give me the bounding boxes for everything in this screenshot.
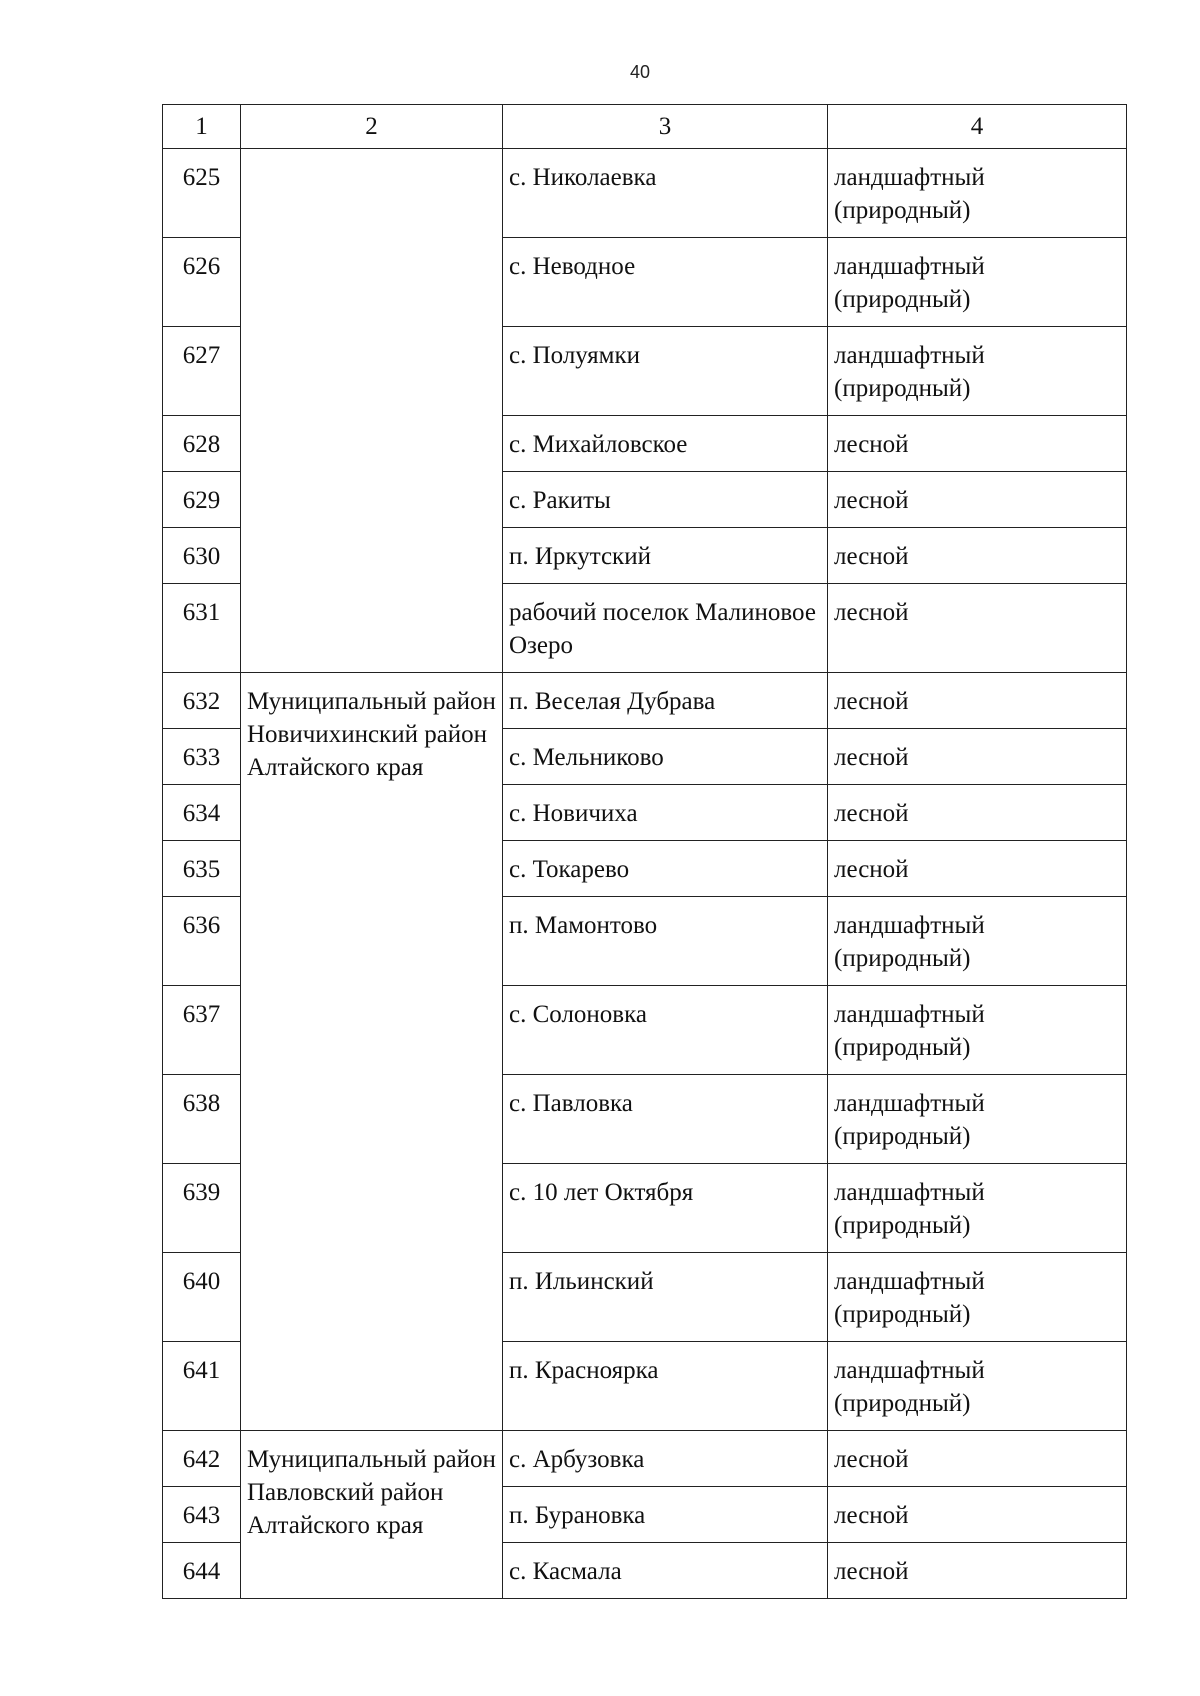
- row-number: 627: [163, 327, 241, 416]
- zone-type: ландшафтный (природный): [828, 1075, 1127, 1164]
- zone-type: ландшафтный (природный): [828, 327, 1127, 416]
- district-cell: Муниципальный район Павловский район Алтайского края: [241, 1431, 503, 1599]
- district-cell: [241, 149, 503, 673]
- row-number: 632: [163, 673, 241, 729]
- row-number: 635: [163, 841, 241, 897]
- row-number: 631: [163, 584, 241, 673]
- zone-type: ландшафтный (природный): [828, 1253, 1127, 1342]
- zone-type: лесной: [828, 785, 1127, 841]
- header-col-1: 1: [163, 105, 241, 149]
- zone-type: лесной: [828, 1487, 1127, 1543]
- header-col-3: 3: [503, 105, 828, 149]
- row-number: 626: [163, 238, 241, 327]
- table-header-row: [163, 105, 1127, 149]
- row-number: 639: [163, 1164, 241, 1253]
- zone-type: лесной: [828, 1431, 1127, 1487]
- row-number: 628: [163, 416, 241, 472]
- row-number: 629: [163, 472, 241, 528]
- zone-type: ландшафтный (природный): [828, 897, 1127, 986]
- zone-type: лесной: [828, 528, 1127, 584]
- zone-type: ландшафтный (природный): [828, 149, 1127, 238]
- table-row: [163, 149, 1127, 238]
- district-cell: Муниципальный район Новичихинский район Алтайского края: [241, 673, 503, 1431]
- row-number: 630: [163, 528, 241, 584]
- settlement-name: с. Полуямки: [503, 327, 828, 416]
- table-row: [163, 673, 1127, 729]
- zone-type: лесной: [828, 673, 1127, 729]
- settlements-table: [162, 104, 1127, 1599]
- settlement-name: с. Павловка: [503, 1075, 828, 1164]
- settlement-name: с. Арбузовка: [503, 1431, 828, 1487]
- page-number: 40: [629, 62, 651, 82]
- settlement-name: с. Ракиты: [503, 472, 828, 528]
- zone-type: лесной: [828, 584, 1127, 673]
- row-number: 638: [163, 1075, 241, 1164]
- zone-type: лесной: [828, 472, 1127, 528]
- settlement-name: рабочий поселок Малиновое Озеро: [503, 584, 828, 673]
- settlement-name: п. Красноярка: [503, 1342, 828, 1431]
- zone-type: ландшафтный (природный): [828, 1164, 1127, 1253]
- settlement-name: п. Ильинский: [503, 1253, 828, 1342]
- settlement-name: с. Николаевка: [503, 149, 828, 238]
- row-number: 625: [163, 149, 241, 238]
- zone-type: лесной: [828, 841, 1127, 897]
- settlement-name: с. Солоновка: [503, 986, 828, 1075]
- row-number: 640: [163, 1253, 241, 1342]
- zone-type: лесной: [828, 416, 1127, 472]
- settlement-name: п. Бурановка: [503, 1487, 828, 1543]
- row-number: 633: [163, 729, 241, 785]
- zone-type: лесной: [828, 729, 1127, 785]
- settlement-name: с. Мельниково: [503, 729, 828, 785]
- zone-type: ландшафтный (природный): [828, 238, 1127, 327]
- settlement-name: п. Веселая Дубрава: [503, 673, 828, 729]
- header-col-2: 2: [241, 105, 503, 149]
- table-body: [163, 149, 1127, 1599]
- settlement-name: с. 10 лет Октября: [503, 1164, 828, 1253]
- settlement-name: с. Неводное: [503, 238, 828, 327]
- row-number: 643: [163, 1487, 241, 1543]
- header-col-4: 4: [828, 105, 1127, 149]
- settlement-name: с. Новичиха: [503, 785, 828, 841]
- row-number: 644: [163, 1543, 241, 1599]
- zone-type: ландшафтный (природный): [828, 986, 1127, 1075]
- zone-type: лесной: [828, 1543, 1127, 1599]
- row-number: 641: [163, 1342, 241, 1431]
- settlement-name: с. Касмала: [503, 1543, 828, 1599]
- row-number: 637: [163, 986, 241, 1075]
- settlement-name: с. Токарево: [503, 841, 828, 897]
- settlement-name: п. Иркутский: [503, 528, 828, 584]
- settlement-name: с. Михайловское: [503, 416, 828, 472]
- row-number: 636: [163, 897, 241, 986]
- table-row: [163, 1431, 1127, 1487]
- row-number: 634: [163, 785, 241, 841]
- row-number: 642: [163, 1431, 241, 1487]
- settlement-name: п. Мамонтово: [503, 897, 828, 986]
- zone-type: ландшафтный (природный): [828, 1342, 1127, 1431]
